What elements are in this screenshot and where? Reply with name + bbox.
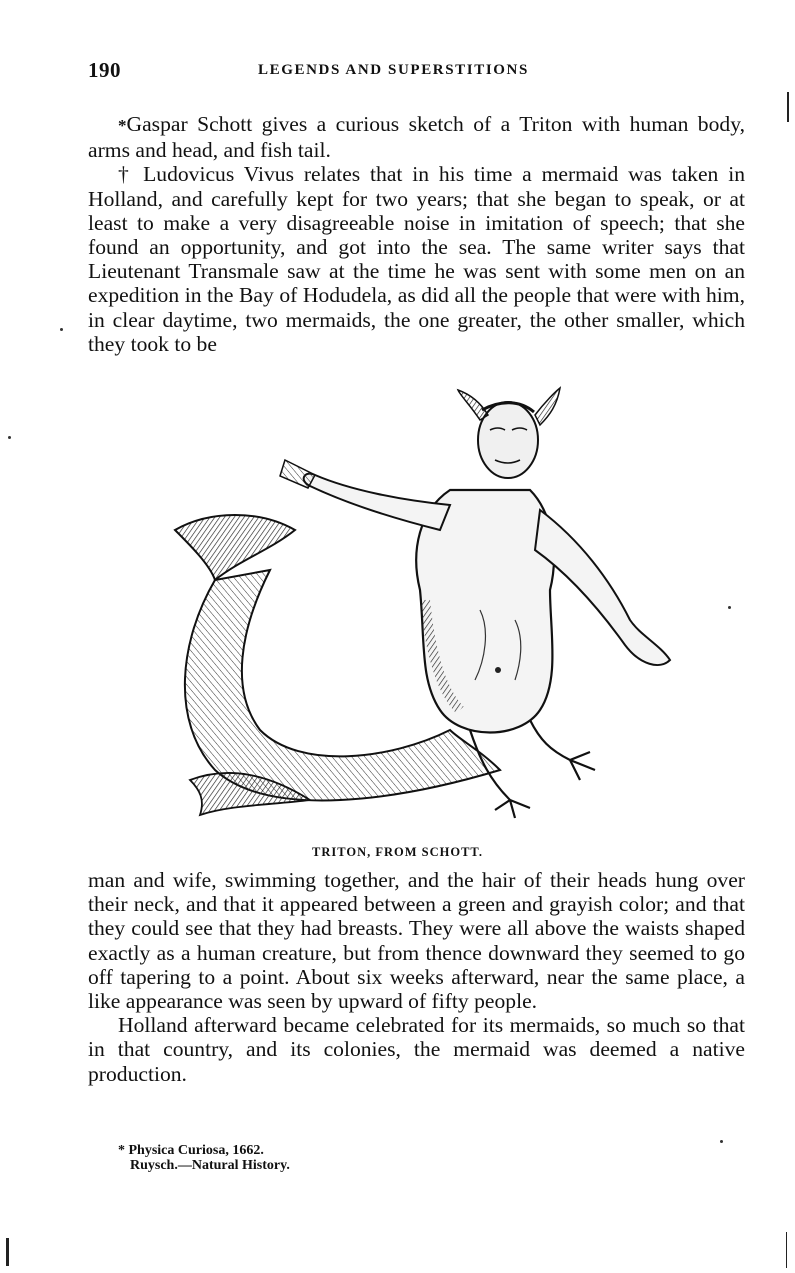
scan-corner-mark (6, 1238, 9, 1266)
footnotes (118, 1143, 290, 1173)
scan-edge-mark (787, 92, 789, 122)
paragraph-holland: Holland afterward became celebrated for its mermaids, so much so that in that country, and its colonies, the mermaid was deemed a native production. (88, 1013, 745, 1086)
paragraph-schott-text: Gaspar Schott gives a curious sketch of a Triton with human body, arms and head, and fish tail. (88, 112, 745, 163)
footnote-marker-asterisk: * (118, 116, 127, 135)
extended-arm (304, 474, 450, 530)
paragraph-continuation: man and wife, swimming together, and the hair of their heads hung over their neck, and that it appeared between a green and grayish color; and that they could see that they had breasts. They were all above the waists shaped exactly as a human creature, but from thence downward they seemed to go off tapering to a point. About six weeks afterward, near the same place, a like appearance was seen by upward of fifty people. (88, 868, 745, 1014)
page-header (88, 58, 743, 88)
scan-edge-mark-bottom (786, 1232, 787, 1268)
paragraph-schott (88, 112, 745, 162)
scan-dot (728, 606, 731, 609)
scan-dot (60, 328, 63, 331)
body-text-top (88, 112, 745, 356)
footnote-2: Ruysch.—Natural History. (130, 1158, 290, 1173)
paragraph-vivus-text: Ludovicus Vivus relates that in his time a mermaid was taken in Holland, and carefully kept for two years; that she began to speak, or at least to make a very disagreeable noise in imitation of speech; that she found an opportunity, and got into the sea. The same writer says that Lieutenant Transmale saw at the time he was sent with some men on an expedition in the Bay of Hodudela, as did all the people that were with him, in clear daytime, two mermaids, the one greater, the other smaller, which they took to be (88, 162, 745, 356)
running-head: LEGENDS AND SUPERSTITIONS (258, 62, 529, 78)
lowered-arm (535, 510, 670, 665)
footnote-1-text: Physica Curiosa, 1662. (128, 1143, 264, 1158)
body-text-bottom (88, 868, 745, 1086)
tail-fin (175, 515, 295, 580)
figure-caption: TRITON, FROM SCHOTT. (312, 845, 483, 859)
footnote-1 (118, 1143, 290, 1158)
scan-dot (720, 1140, 723, 1143)
claw-right (530, 720, 595, 780)
scan-dot (8, 436, 11, 439)
triton-illustration (120, 380, 680, 840)
page-number: 190 (88, 58, 121, 82)
paragraph-vivus (88, 162, 745, 356)
triton-engraving (120, 380, 680, 840)
footnote-marker-dagger: † (118, 162, 134, 187)
footnote-1-marker: * (118, 1143, 125, 1158)
